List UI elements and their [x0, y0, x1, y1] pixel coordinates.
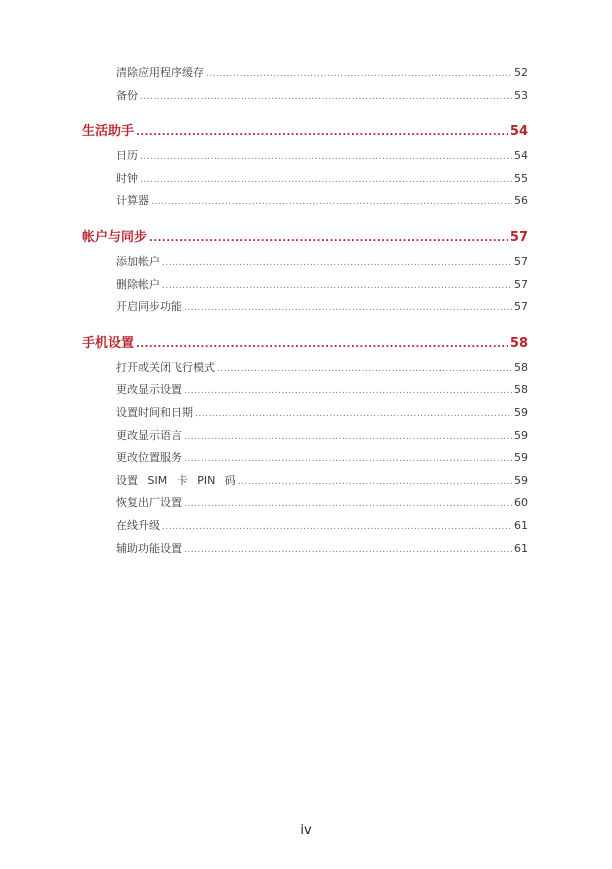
dot-leader: [195, 403, 512, 426]
toc-entry[interactable]: [82, 190, 528, 213]
table-of-contents: [82, 62, 528, 560]
toc-entry[interactable]: [82, 62, 528, 85]
toc-entry-label: 辅助功能设置: [116, 541, 182, 555]
dot-leader: [151, 191, 512, 214]
section-page: 57: [509, 229, 528, 245]
toc-entry[interactable]: [82, 515, 528, 538]
toc-entry-label: 添加帐户: [116, 254, 160, 268]
toc-entry[interactable]: [82, 274, 528, 297]
toc-entry-label: 清除应用程序缓存: [116, 66, 204, 79]
toc-entry-page: 59: [514, 473, 528, 487]
toc-entry-page: 55: [514, 171, 528, 185]
toc-entry-page: 52: [514, 66, 528, 79]
toc-entry-page: 60: [514, 496, 528, 510]
toc-entry-page: 57: [514, 254, 528, 268]
toc-entry[interactable]: [82, 357, 528, 380]
toc-entry-label: 删除帐户: [116, 277, 160, 291]
dot-leader: [184, 380, 512, 403]
toc-entry-label: 恢复出厂设置: [116, 496, 182, 510]
section-page: 54: [509, 124, 528, 140]
section-page: 58: [509, 335, 528, 351]
page-number: iv: [300, 823, 312, 838]
toc-entry[interactable]: [82, 85, 528, 108]
toc-entry[interactable]: [82, 538, 528, 561]
dot-leader: [206, 63, 512, 86]
dot-leader: [217, 358, 512, 381]
dot-leader: [140, 169, 512, 192]
dot-leader: [162, 275, 512, 298]
section-title: 帐户与同步: [82, 229, 148, 245]
dot-leader: [140, 86, 512, 109]
dot-leader: [184, 297, 512, 320]
toc-entry-page: 59: [514, 428, 528, 442]
toc-entry-label: 更改显示语言: [116, 428, 182, 442]
dot-leader: [184, 426, 512, 449]
section-title: 生活助手: [82, 124, 135, 140]
toc-entry-label: 时钟: [116, 171, 138, 185]
dot-leader: [162, 516, 512, 539]
toc-entry-page: 61: [514, 518, 528, 532]
toc-entry-page: 58: [514, 360, 528, 374]
toc-entry-page: 53: [514, 88, 528, 102]
toc-entry-label: 日历: [116, 149, 138, 163]
toc-entry[interactable]: [82, 379, 528, 402]
dot-leader: [184, 448, 512, 471]
toc-entry-page: 61: [514, 541, 528, 555]
toc-section-heading[interactable]: [82, 332, 528, 356]
toc-entry-label: 计算器: [116, 194, 149, 208]
toc-entry-page: 57: [514, 300, 528, 314]
toc-entry[interactable]: [82, 447, 528, 470]
toc-section-heading[interactable]: [82, 120, 528, 144]
toc-entry[interactable]: [82, 470, 528, 493]
toc-entry[interactable]: [82, 251, 528, 274]
dot-leader: [136, 333, 508, 357]
dot-leader: [136, 121, 508, 145]
dot-leader: [149, 227, 508, 251]
toc-entry-page: 56: [514, 194, 528, 208]
toc-entry-page: 59: [514, 451, 528, 465]
toc-entry-label: 更改显示设置: [116, 383, 182, 397]
toc-entry-label: 更改位置服务: [116, 451, 182, 465]
toc-entry-page: 58: [514, 383, 528, 397]
toc-entry[interactable]: [82, 296, 528, 319]
toc-entry-label: 打开或关闭飞行模式: [116, 360, 215, 374]
section-title: 手机设置: [82, 335, 135, 351]
toc-entry-label: 备份: [116, 88, 138, 102]
dot-leader: [184, 539, 512, 562]
toc-entry-label: 设置 SIM 卡 PIN 码: [116, 473, 236, 487]
toc-entry-label: 设置时间和日期: [116, 405, 193, 419]
dot-leader: [162, 252, 512, 275]
toc-section-heading[interactable]: [82, 226, 528, 250]
toc-entry-page: 57: [514, 277, 528, 291]
dot-leader: [140, 146, 512, 169]
toc-entry[interactable]: [82, 168, 528, 191]
toc-entry-page: 59: [514, 405, 528, 419]
toc-entry[interactable]: [82, 145, 528, 168]
dot-leader: [238, 471, 512, 494]
toc-entry[interactable]: [82, 402, 528, 425]
dot-leader: [184, 493, 512, 516]
toc-entry-page: 54: [514, 149, 528, 163]
toc-entry[interactable]: [82, 492, 528, 515]
toc-entry-label: 在线升级: [116, 518, 160, 532]
toc-entry[interactable]: [82, 425, 528, 448]
toc-entry-label: 开启同步功能: [116, 300, 182, 314]
